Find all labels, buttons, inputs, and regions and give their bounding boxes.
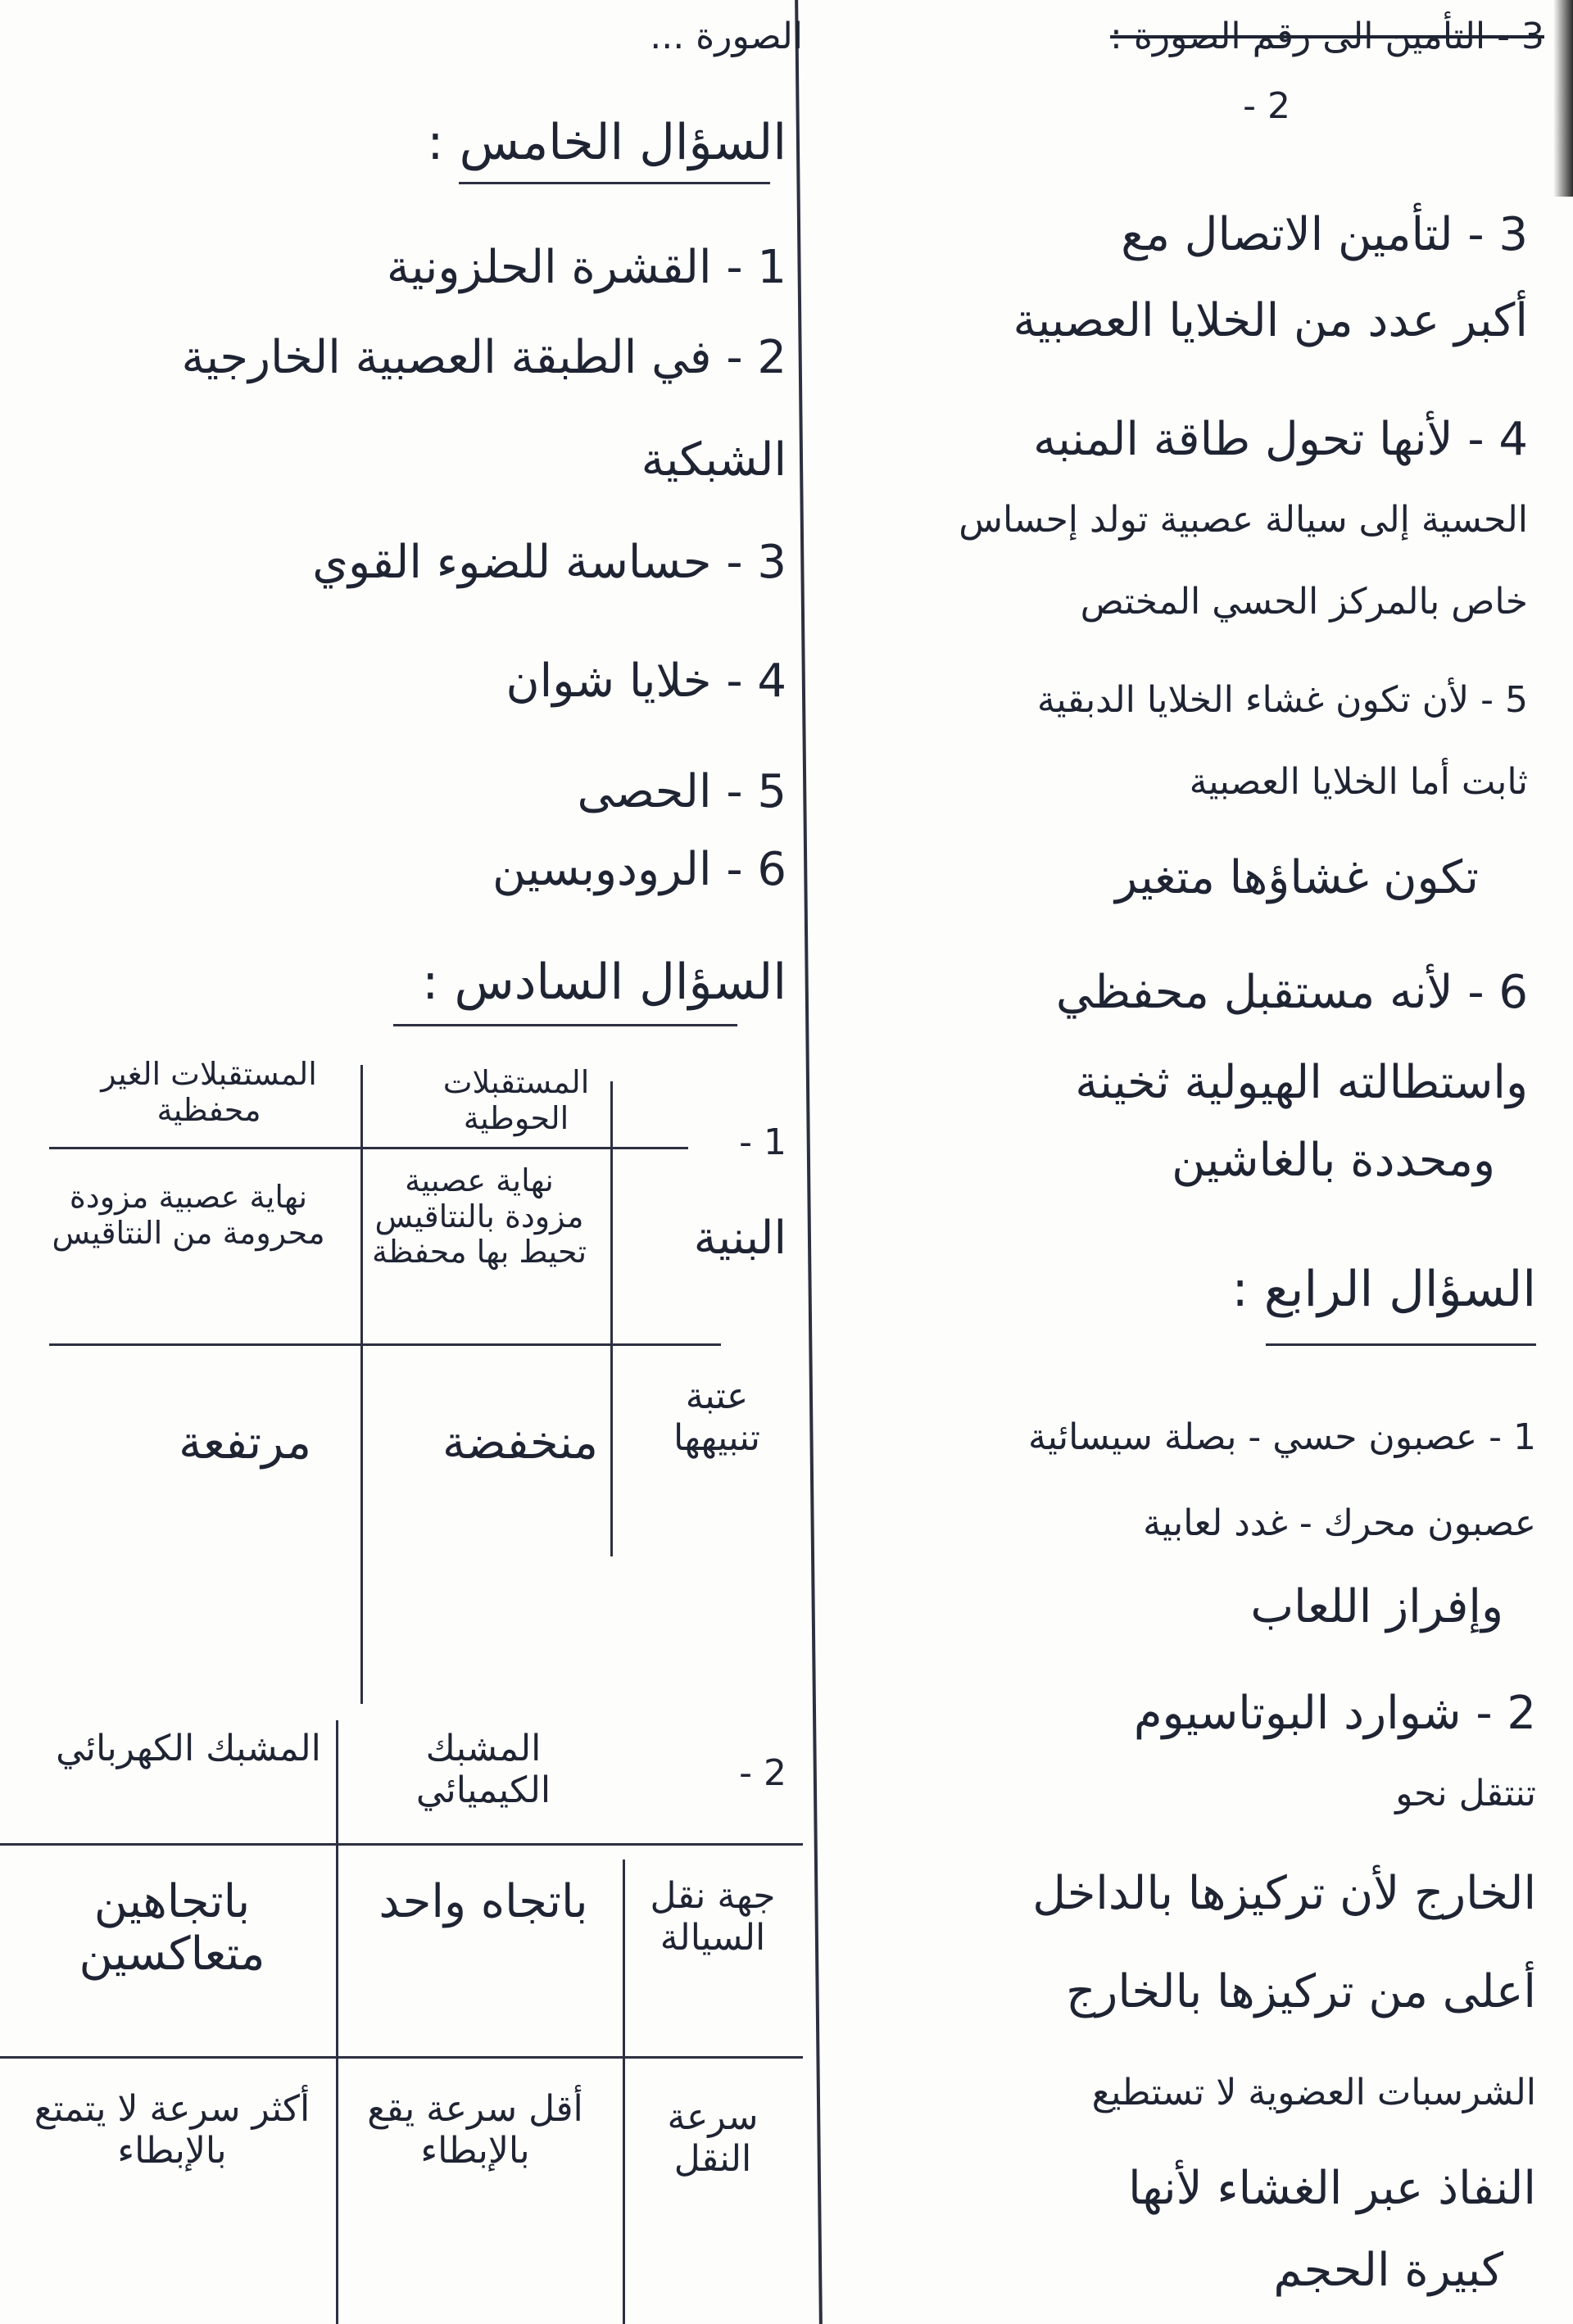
q6-title: السؤال السادس : xyxy=(422,954,786,1011)
table1-row2-non-encapsulated: مرتفعة xyxy=(179,1416,311,1470)
table1-number: 1 - xyxy=(739,1121,786,1163)
table1-row1-label: البنية xyxy=(693,1212,786,1265)
q5-item-1: 1 - القشرة الحلزونية xyxy=(386,241,786,294)
table1-row2-label: عتبة تنبيهها xyxy=(673,1375,761,1459)
q3-item-6-cont-2: ومحددة بالغاشين xyxy=(1172,1134,1495,1187)
q3-item-6: 6 - لأنه مستقبل محفظي xyxy=(1055,966,1528,1019)
column-divider xyxy=(795,0,823,2324)
table1-row2-encapsulated: منخفضة xyxy=(442,1416,598,1470)
q3-item-3-cont: أكبر عدد من الخلايا العصبية xyxy=(1013,294,1528,347)
table1-row1-non-encapsulated: نهاية عصبية مزودة محرومة من النتاقيس xyxy=(52,1179,325,1251)
table2-row2-electrical: أكثر سرعة لا يتمتع بالإبطاء xyxy=(34,2088,311,2172)
q5-item-5: 5 - الحصى xyxy=(577,765,786,818)
q4-item-2-cont-2: الخارج لأن تركيزها بالداخل xyxy=(1032,1867,1536,1920)
table1-row-line xyxy=(49,1343,721,1346)
table2-row1-label: جهة نقل السيالة xyxy=(650,1875,776,1959)
q4-item-1-cont-1: عصبون محرك - غدد لعابية xyxy=(1143,1502,1536,1544)
q3-item-5-cont-2: تكون غشاؤها متغير xyxy=(1115,851,1479,904)
q3-item-4-cont-1: الحسية إلى سيالة عصبية تولد إحساس xyxy=(959,499,1528,541)
table2-row2-chemical: أقل سرعة يقع بالإبطاء xyxy=(367,2088,583,2172)
q6-title-underline xyxy=(393,1024,737,1026)
top-line-2: 2 - xyxy=(1243,85,1290,127)
table1-header-non-encapsulated: المستقبلات الغير محفظية xyxy=(101,1056,317,1128)
q3-item-5: 5 - لأن تكون غشاء الخلايا الدبقية xyxy=(1036,679,1528,721)
q4-item-2-cont-3: أعلى من تركيزها بالخارج xyxy=(1066,1965,1536,2018)
q5-item-4: 4 - خلايا شوان xyxy=(505,655,786,708)
table1-header-encapsulated: المستقبلات الحوطية xyxy=(442,1064,590,1136)
page-edge-shadow xyxy=(1553,0,1573,197)
q4-item-2-cont-5: النفاذ عبر الغشاء لأنها xyxy=(1128,2162,1536,2215)
table2-row2-label: سرعة النقل xyxy=(667,2096,759,2180)
q5-item-6: 6 - الرودوبسين xyxy=(492,843,786,896)
q4-item-2-cont-1: تنتقل نحو xyxy=(1395,1773,1536,1814)
table2-row1-electrical: باتجاهين متعاكسين xyxy=(79,1875,265,1982)
q4-title: السؤال الرابع : xyxy=(1231,1261,1536,1318)
table2-col-line-1 xyxy=(336,1720,338,2324)
q4-item-2: 2 - شوارد البوتاسيوم xyxy=(1133,1687,1536,1740)
q5-title-underline xyxy=(459,182,770,184)
table2-number: 2 - xyxy=(739,1752,786,1794)
q5-item-2-cont: الشبكية xyxy=(641,433,786,487)
table2-header-line xyxy=(0,1843,803,1846)
header-fragment: الصورة ... xyxy=(650,16,803,57)
table2-row1-chemical: باتجاه واحد xyxy=(379,1875,588,1928)
q4-title-underline xyxy=(1266,1343,1536,1346)
q5-item-2: 2 - في الطبقة العصبية الخارجية xyxy=(181,331,786,384)
top-struck-line: 3 - التأمين الى رقم الصورة : xyxy=(1110,16,1544,57)
q3-item-6-cont-1: واستطالته الهيولية ثخينة xyxy=(1075,1056,1528,1109)
table1-col-line-2 xyxy=(610,1081,613,1556)
table1-header-line xyxy=(49,1147,688,1149)
q5-item-3: 3 - حساسة للضوء القوي xyxy=(312,536,786,589)
q3-item-3: 3 - لتأمين الاتصال مع xyxy=(1121,208,1528,261)
q4-item-1-cont-2: وإفراز اللعاب xyxy=(1250,1580,1503,1633)
table1-col-line-1 xyxy=(360,1065,363,1704)
q3-item-4: 4 - لأنها تحول طاقة المنبه xyxy=(1033,413,1528,466)
q4-item-2-cont-4: الشرسبات العضوية لا تستطيع xyxy=(1091,2072,1536,2113)
q5-title: السؤال الخامس : xyxy=(427,114,786,171)
table2-row-line xyxy=(0,2056,803,2059)
table1-row1-encapsulated: نهاية عصبية مزودة بالنتاقيس تحيط بها محفظة xyxy=(371,1162,587,1271)
q3-item-4-cont-2: خاص بالمركز الحسي المختص xyxy=(1080,581,1528,623)
table2-header-chemical: المشبك الكيميائي xyxy=(415,1728,551,1811)
table2-header-electrical: المشبك الكهربائي xyxy=(56,1728,321,1769)
q4-item-2-cont-6: كبيرة الحجم xyxy=(1273,2244,1503,2297)
q3-item-5-cont-1: ثابت أما الخلايا العصبية xyxy=(1189,761,1528,803)
q4-item-1: 1 - عصبون حسي - بصلة سيسائية xyxy=(1027,1416,1536,1458)
table2-col-line-2 xyxy=(623,1860,625,2324)
